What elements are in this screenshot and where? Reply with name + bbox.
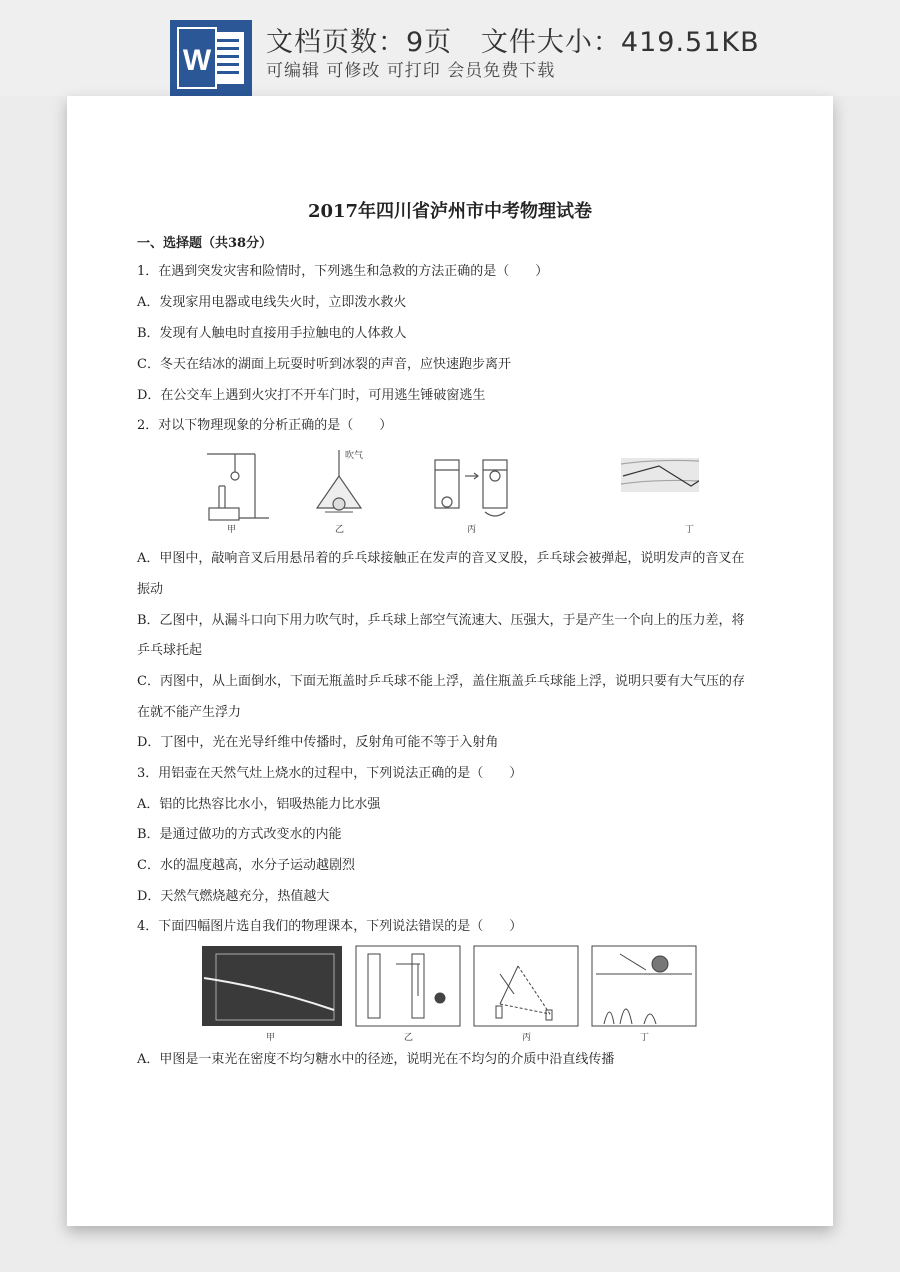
q3-option-a: A．铝的比热容比水小，铝吸热能力比水强 <box>137 797 381 812</box>
bottle-figure <box>435 460 507 535</box>
q4-label-1: 甲 <box>266 1033 276 1043</box>
q1-stem: 1．在遇到突发灾害和险情时，下列逃生和急救的方法正确的是（ ） <box>137 264 549 279</box>
q2-label-2: 乙 <box>335 525 345 535</box>
q4-label-2: 乙 <box>404 1033 414 1043</box>
q1-option-a: A．发现家用电器或电线失火时，立即泼水救火 <box>137 295 407 310</box>
q4-option-a: A．甲图是一束光在密度不均匀糖水中的径迹，说明光在不均匀的介质中沿直线传播 <box>137 1052 615 1067</box>
file-features: 可编辑 可修改 可打印 会员免费下载 <box>266 61 556 81</box>
document-page <box>67 96 833 1226</box>
download-banner <box>0 0 900 96</box>
q2-stem: 2．对以下物理现象的分析正确的是（ ） <box>137 418 393 433</box>
q1-option-c: C．冬天在结冰的湖面上玩耍时听到冰裂的声音，应快速跑步离开 <box>137 357 511 372</box>
q1-option-d: D．在公交车上遇到火灾打不开车门时，可用逃生锤破窗逃生 <box>137 388 486 403</box>
q2-label-1: 甲 <box>227 525 237 535</box>
q2-blow-text: 吹气 <box>345 451 364 461</box>
q2-option-a: A．甲图中，敲响音叉后用悬吊着的乒乓球接触正在发声的音叉叉股，乒乓球会被弹起，说明发声的音叉在 <box>137 551 745 566</box>
q3-option-b: B．是通过做功的方式改变水的内能 <box>137 827 342 842</box>
reflection-figure <box>474 946 578 1043</box>
q2-option-d: D．丁图中，光在光导纤维中传播时，反射角可能不等于入射角 <box>137 735 499 750</box>
file-stats: 文档页数：9页 文件大小：419.51KB <box>266 27 760 58</box>
tuning-fork-figure <box>207 454 269 535</box>
q2-label-4: 丁 <box>685 525 695 535</box>
optical-fiber-figure <box>621 458 699 535</box>
q2-figure <box>199 446 699 540</box>
q2-option-c-cont: 在就不能产生浮力 <box>137 705 242 720</box>
q3-stem: 3．用铝壶在天然气灶上烧水的过程中，下列说法正确的是（ ） <box>137 766 523 781</box>
q4-figure <box>200 944 700 1044</box>
fish-tank-figure <box>592 946 696 1043</box>
q2-option-b: B．乙图中，从漏斗口向下用力吹气时，乒乓球上部空气流速大、压强大，于是产生一个向上的压力差，将 <box>137 613 745 628</box>
q2-option-a-cont: 振动 <box>137 582 164 597</box>
q4-label-3: 丙 <box>522 1033 532 1043</box>
glass-block-figure <box>356 946 460 1043</box>
q3-option-c: C．水的温度越高，水分子运动越剧烈 <box>137 858 355 873</box>
sugar-water-figure <box>202 946 342 1043</box>
funnel-figure <box>317 449 363 535</box>
q2-option-b-cont: 乒乓球托起 <box>137 643 203 658</box>
q2-label-3: 丙 <box>467 525 477 535</box>
q4-stem: 4．下面四幅图片选自我们的物理课本，下列说法错误的是（ ） <box>137 919 523 934</box>
section-heading: 一、选择题（共38分） <box>137 236 273 251</box>
page-title: 2017年四川省泸州市中考物理试卷 <box>307 201 593 222</box>
q2-option-c: C．丙图中，从上面倒水，下面无瓶盖时乒乓球不能上浮，盖住瓶盖乒乓球能上浮，说明只要有大气压的存 <box>137 674 745 689</box>
svg-text:W: W <box>182 44 212 77</box>
q3-option-d: D．天然气燃烧越充分，热值越大 <box>137 889 330 904</box>
q1-option-b: B．发现有人触电时直接用手拉触电的人体救人 <box>137 326 407 341</box>
word-document-icon <box>170 20 252 96</box>
q4-label-4: 丁 <box>640 1033 650 1043</box>
